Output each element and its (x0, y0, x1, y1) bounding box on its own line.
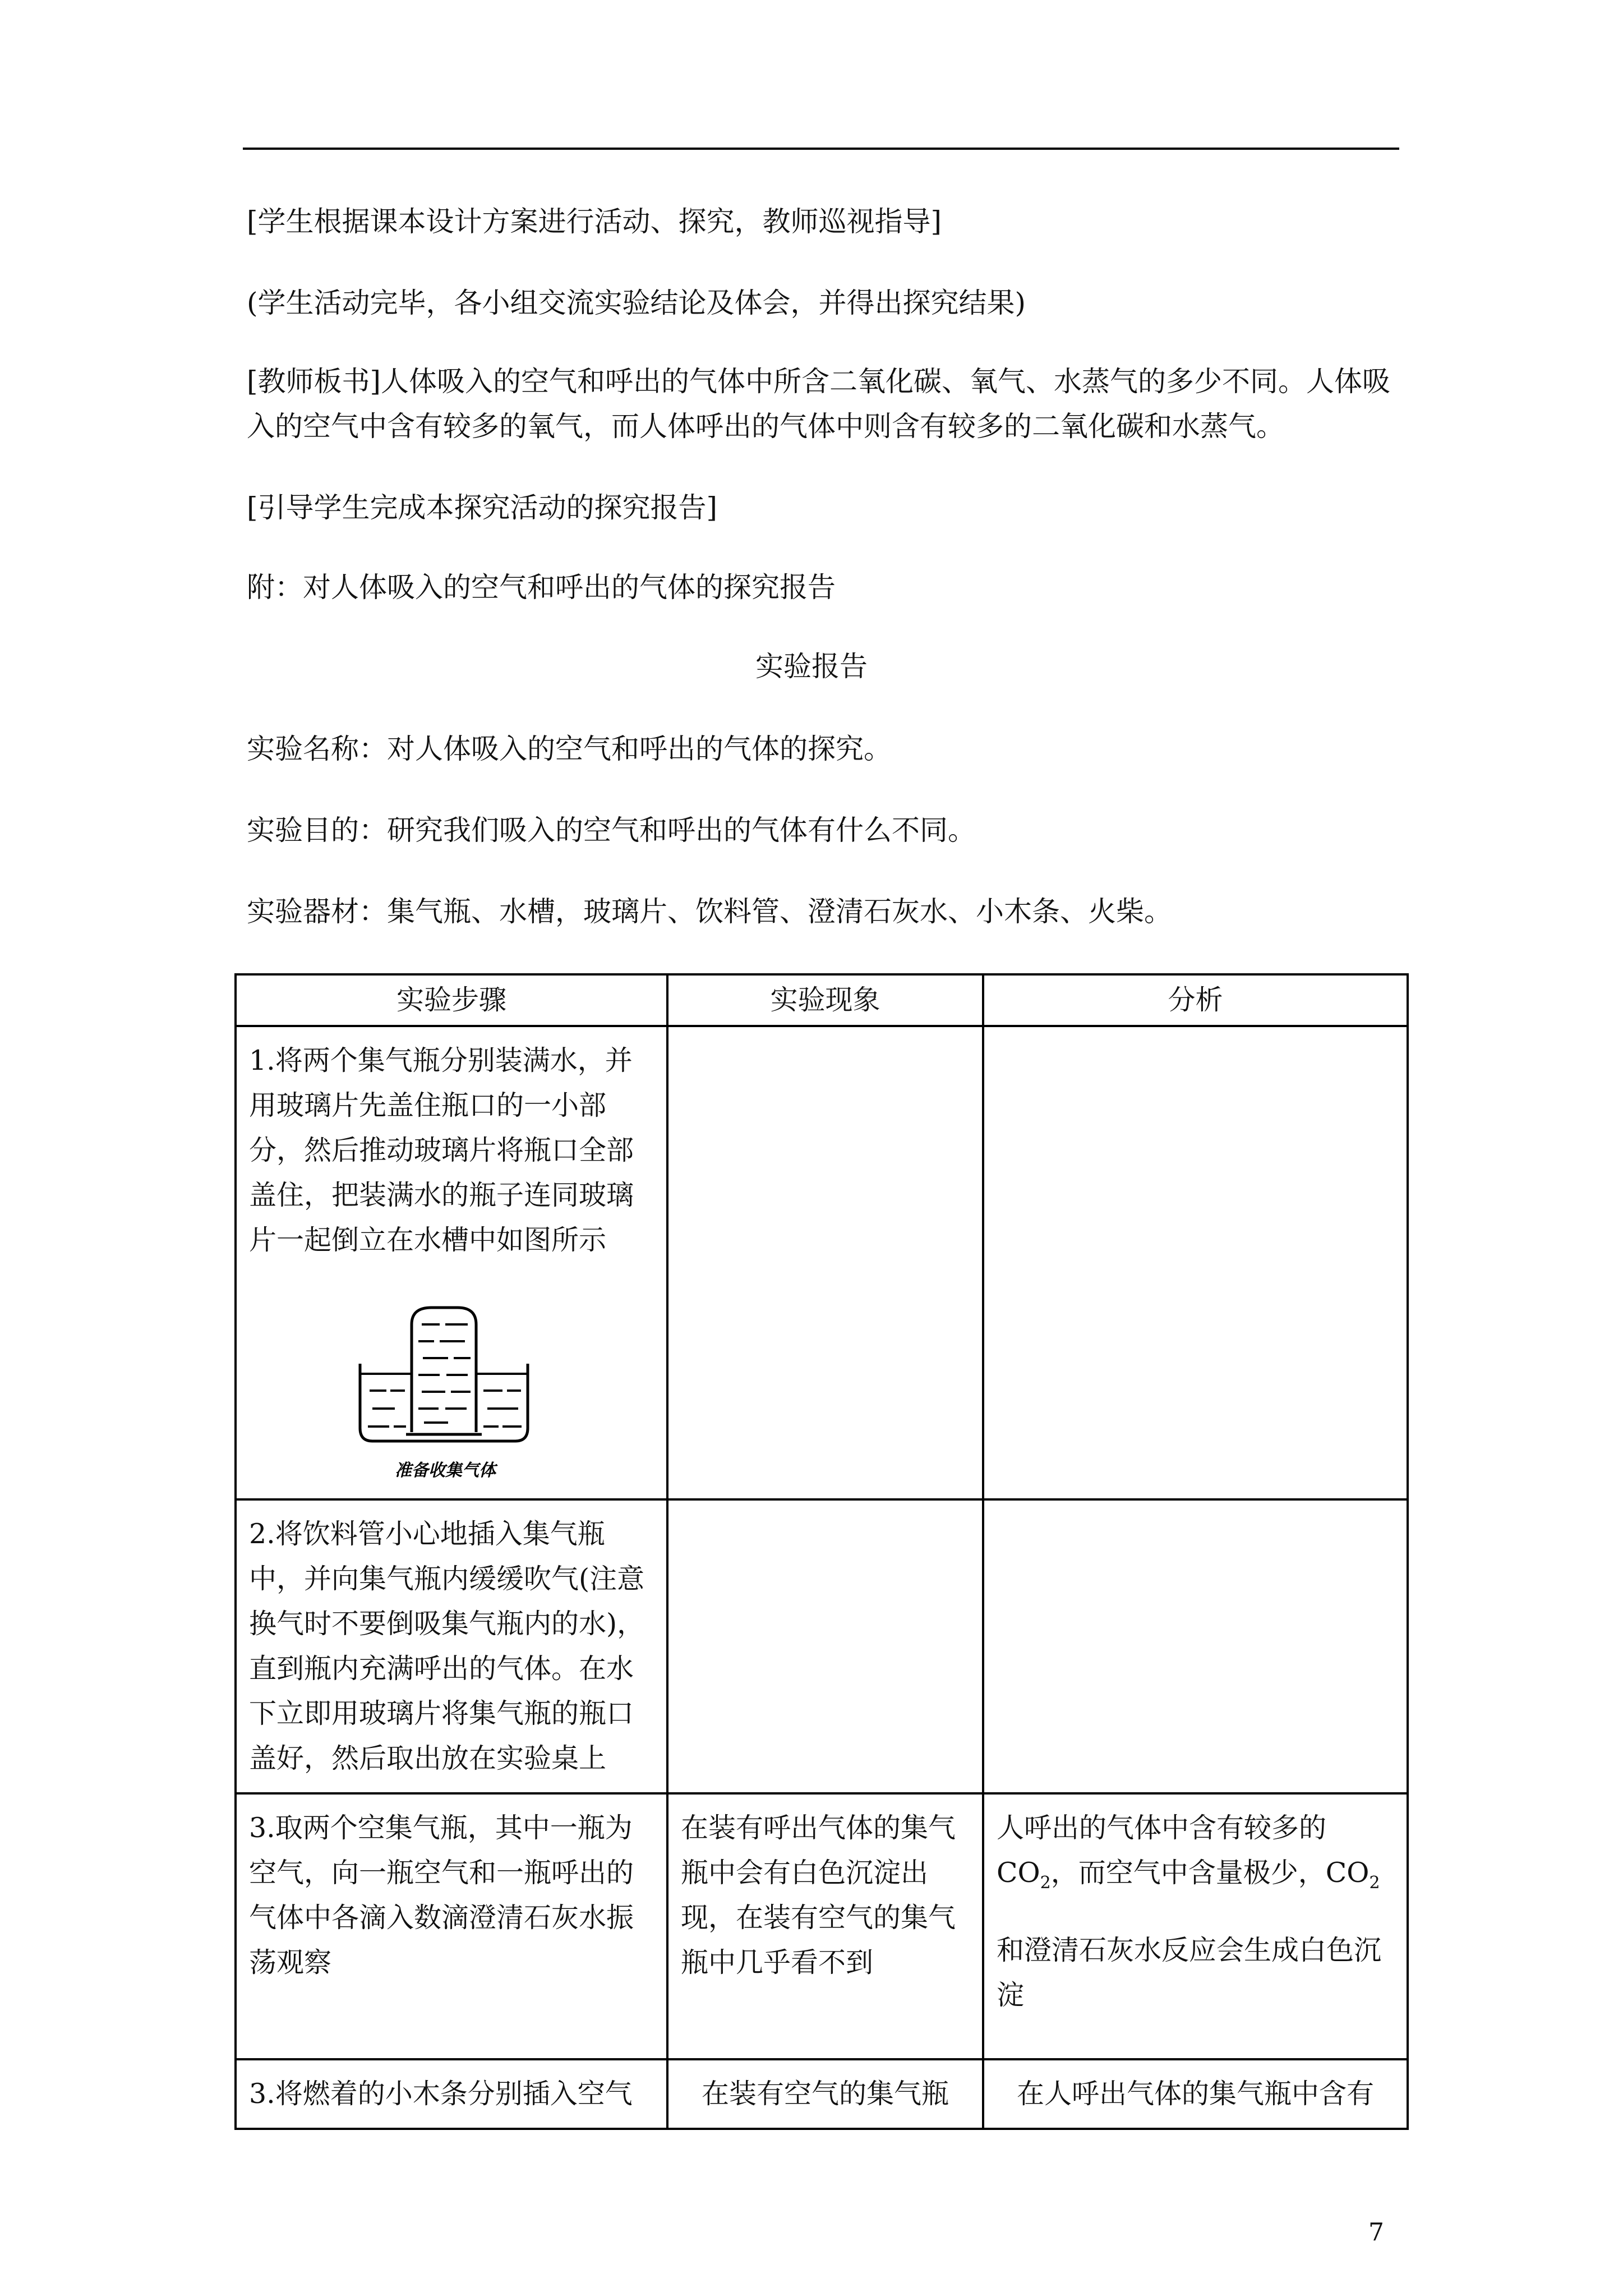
header-rule (243, 148, 1399, 150)
paragraph-group-exchange: (学生活动完毕，各小组交流实验结论及体会，并得出探究结果) (247, 287, 1026, 319)
figure-caption: 准备收集气体 (395, 1461, 496, 1480)
gas-collection-figure (356, 1302, 535, 1487)
analysis-text-a: 人呼出的气体中含有较多的CO (997, 1812, 1327, 1889)
step-text: 1.将两个集气瓶分别装满水，并用玻璃片先盖住瓶口的一小部分，然后推动玻璃片将瓶口全部盖住，把装满水的瓶子连同玻璃片一起倒立在水槽中如图所示 (249, 1045, 634, 1256)
subscript-2: 2 (1369, 1872, 1380, 1893)
experiment-name: 实验名称：对人体吸入的空气和呼出的气体的探究。 (247, 733, 892, 765)
report-table (234, 973, 1409, 2130)
phenomenon-cell: 在装有呼出气体的集气瓶中会有白色沉淀出现，在装有空气的集气瓶中几乎看不到 (667, 1793, 983, 2059)
table-header-row (236, 974, 1408, 1026)
paragraph-appendix: 附：对人体吸入的空气和呼出的气体的探究报告 (247, 571, 836, 604)
subscript-2: 2 (1040, 1872, 1051, 1893)
table-row (236, 1499, 1408, 1793)
phenomenon-cell: 在装有空气的集气瓶 (667, 2059, 983, 2129)
header-analysis: 分析 (983, 974, 1408, 1026)
analysis-cell: 在人呼出气体的集气瓶中含有 (983, 2059, 1408, 2129)
step-cell: 2.将饮料管小心地插入集气瓶中，并向集气瓶内缓缓吹气(注意换气时不要倒吸集气瓶内的水)，直到瓶内充满呼出的气体。在水下立即用玻璃片将集气瓶的瓶口盖好，然后取出放在实验桌上 (236, 1499, 667, 1793)
header-phenomenon: 实验现象 (667, 974, 983, 1026)
paragraph-teacher-board: [教师板书]人体吸入的空气和呼出的气体中所含二氧化碳、氧气、水蒸气的多少不同。人体吸入的空气中含有较多的氧气，而人体呼出的气体中则含有较多的二氧化碳和水蒸气。 (247, 365, 1391, 443)
page-number: 7 (1368, 2218, 1384, 2247)
report-title: 实验报告 (755, 650, 868, 683)
step-cell (236, 1026, 667, 1499)
paragraph-guide-report: [引导学生完成本探究活动的探究报告] (247, 491, 718, 524)
header-step: 实验步骤 (236, 974, 667, 1026)
analysis-cell (983, 1026, 1408, 1499)
phenomenon-cell (667, 1499, 983, 1793)
experiment-materials: 实验器材：集气瓶、水槽，玻璃片、饮料管、澄清石灰水、小木条、火柴。 (247, 895, 1172, 928)
table-row (236, 2059, 1408, 2129)
paragraph-student-activity: [学生根据课本设计方案进行活动、探究，教师巡视指导] (247, 205, 942, 238)
analysis-cell (983, 1499, 1408, 1793)
step-cell: 3.取两个空集气瓶，其中一瓶为空气，向一瓶空气和一瓶呼出的气体中各滴入数滴澄清石灰水振荡观察 (236, 1793, 667, 2059)
analysis-cell (983, 1793, 1408, 2059)
step-cell: 3.将燃着的小木条分别插入空气 (236, 2059, 667, 2129)
phenomenon-cell (667, 1026, 983, 1499)
table-row (236, 1026, 1408, 1499)
table-row (236, 1793, 1408, 2059)
analysis-text-b: ，而空气中含量极少，CO (1050, 1857, 1370, 1889)
experiment-purpose: 实验目的：研究我们吸入的空气和呼出的气体有什么不同。 (247, 814, 976, 846)
analysis-text-c: 和澄清石灰水反应会生成白色沉淀 (997, 1934, 1382, 2011)
